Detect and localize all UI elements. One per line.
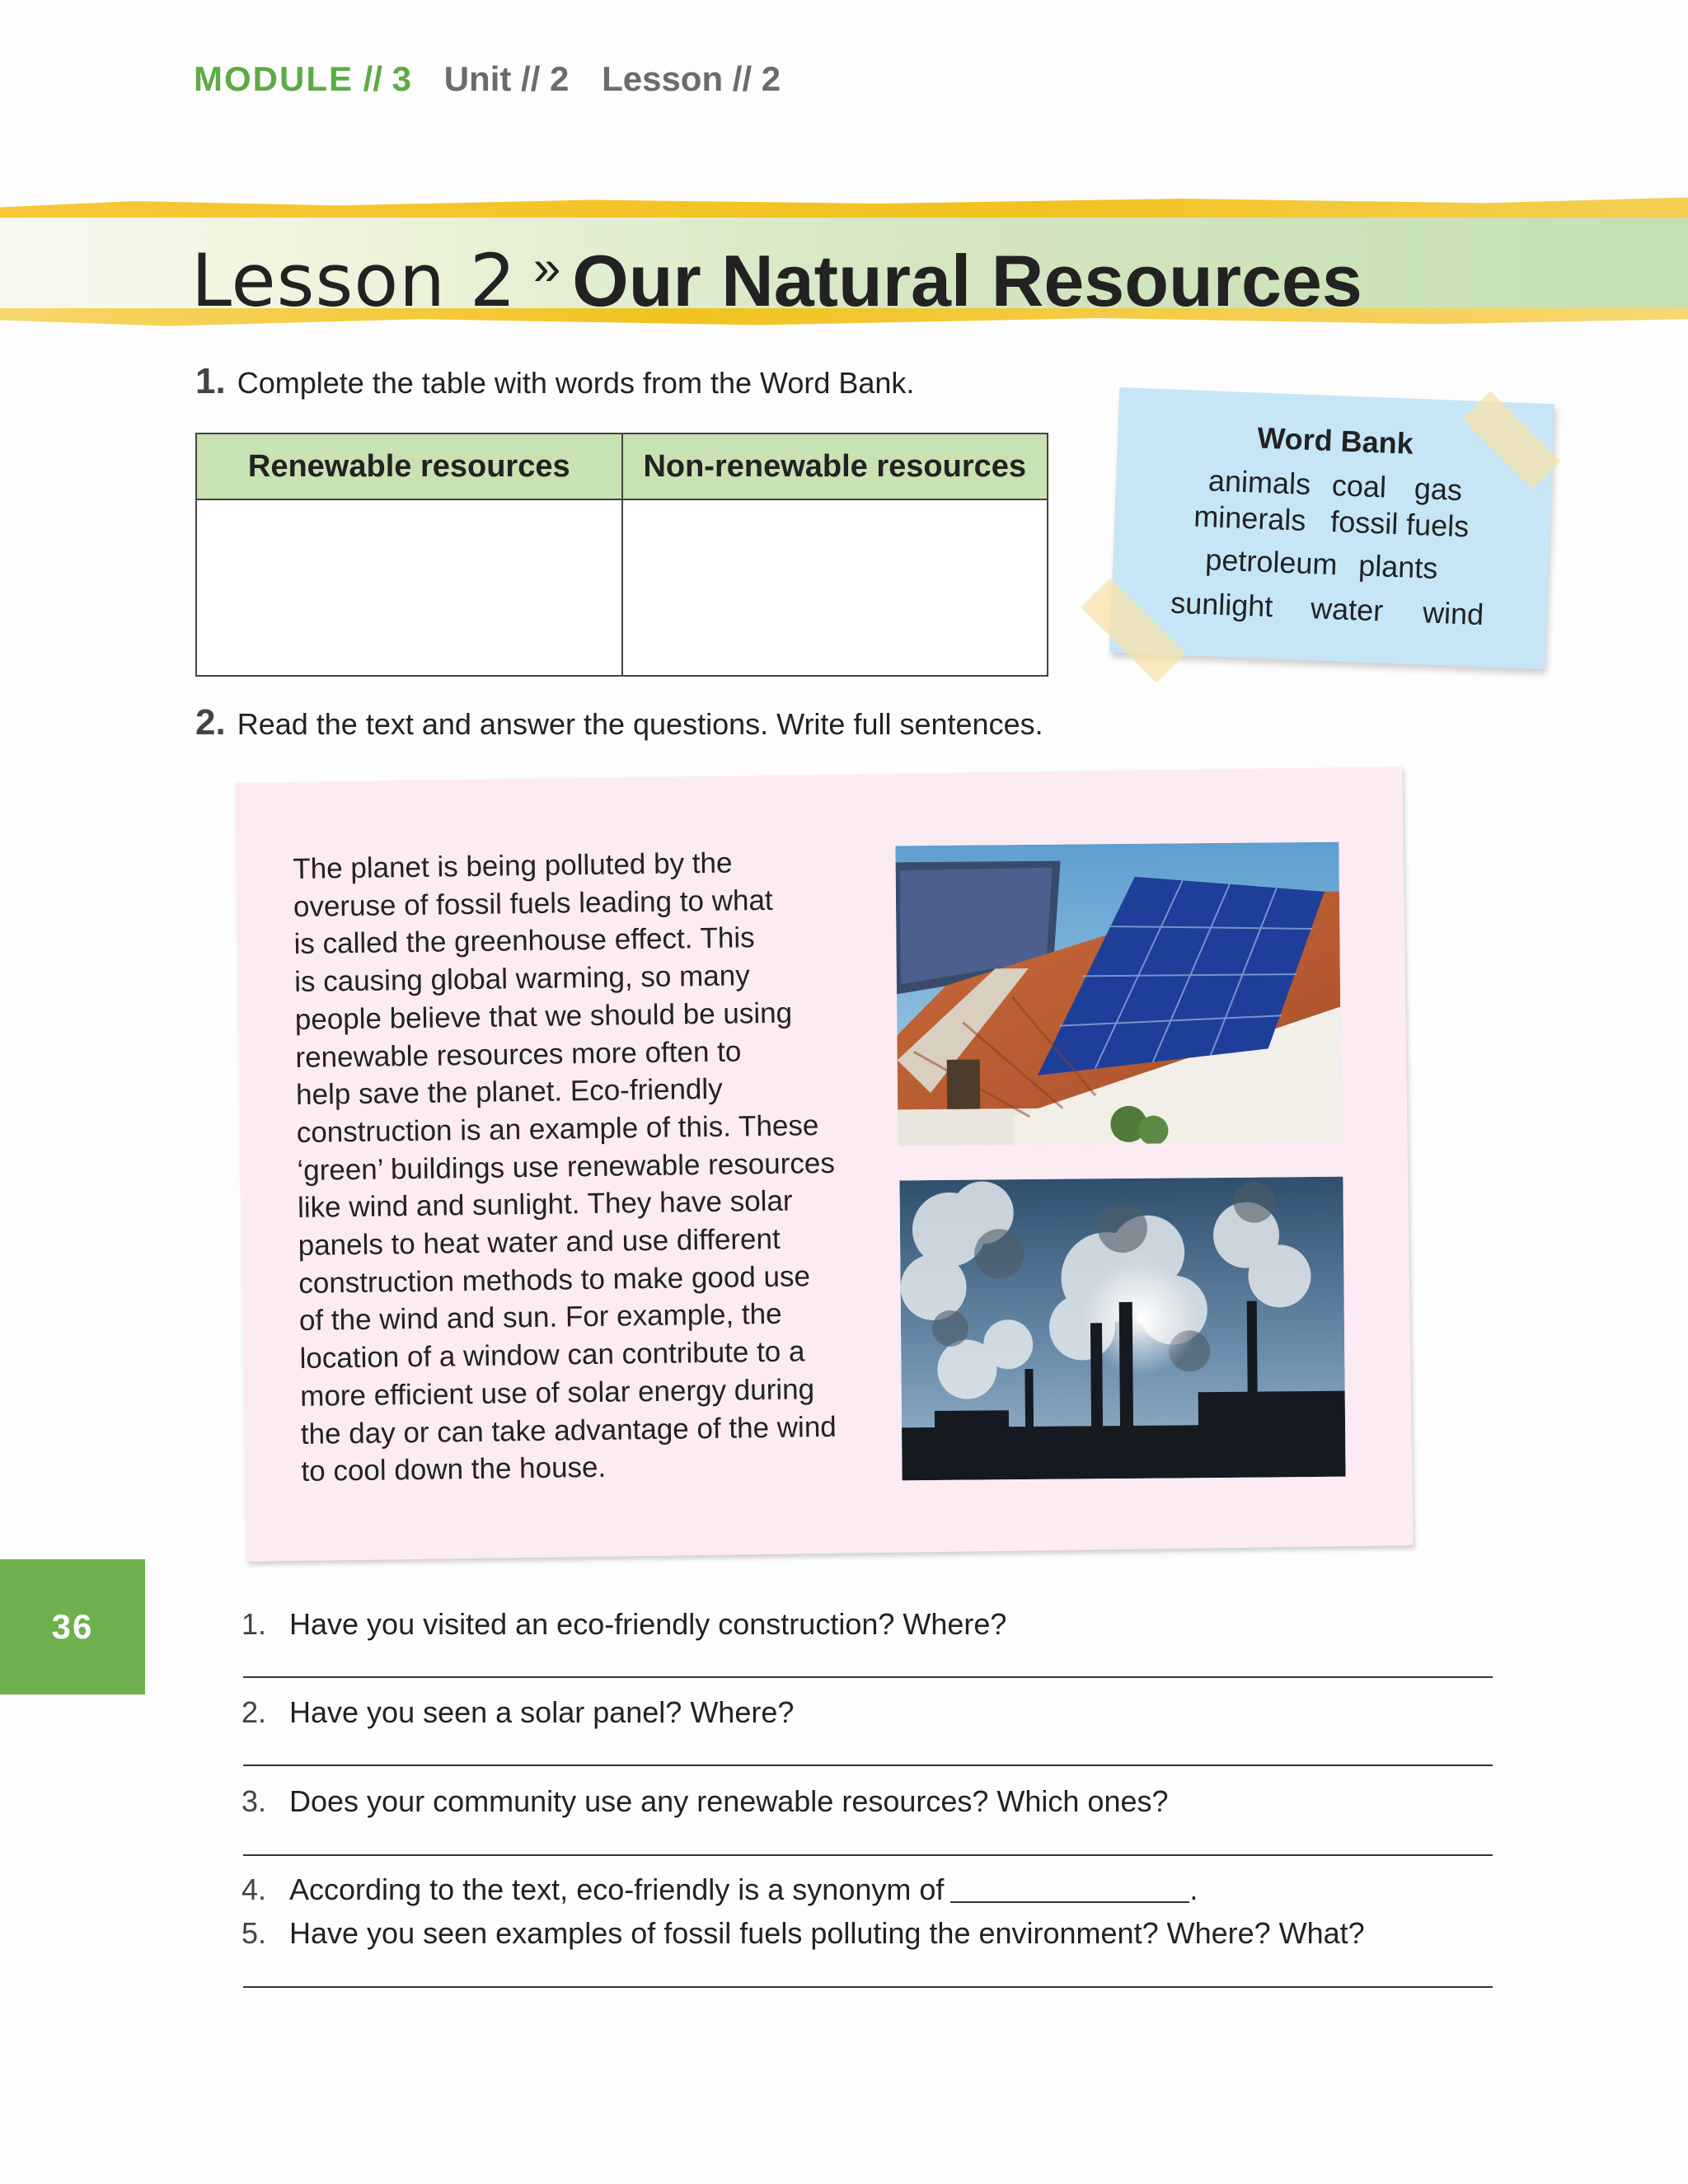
smokestacks-photo xyxy=(899,1177,1345,1481)
module-number: // 3 xyxy=(363,59,412,98)
question-5 xyxy=(241,1916,1365,1951)
page-number-tab xyxy=(0,1559,145,1694)
question-2 xyxy=(241,1695,794,1730)
title-arrow: » xyxy=(532,240,561,295)
instruction-text: Read the text and answer the questions. Write full sentences. xyxy=(237,707,1043,741)
module-label: MODULE xyxy=(194,59,354,98)
text-line: construction is an example of this. These xyxy=(296,1109,819,1149)
word-bank-word: water xyxy=(1310,591,1385,628)
text-line: renewable resources more often to xyxy=(295,1034,742,1074)
fill-in-blank[interactable] xyxy=(950,1878,1189,1903)
answer-line-1[interactable] xyxy=(243,1676,1493,1678)
question-number: 4. xyxy=(241,1872,267,1906)
question-3 xyxy=(241,1784,1169,1819)
text-line: help save the planet. Eco-friendly xyxy=(295,1072,723,1112)
reading-text xyxy=(293,843,862,1491)
exercise-number: 1. xyxy=(195,361,226,401)
renewable-answer-cell[interactable] xyxy=(196,499,622,676)
exercise-1-instruction xyxy=(195,361,914,402)
text-line: the day or can take advantage of the wind xyxy=(300,1410,837,1451)
word-bank-word: gas xyxy=(1414,471,1463,508)
text-line: is causing global warming, so many xyxy=(293,959,750,999)
lesson-number: Lesson 2 xyxy=(191,238,517,323)
word-bank-word: wind xyxy=(1422,595,1484,632)
text-line: people believe that we should be using xyxy=(294,996,793,1036)
question-1 xyxy=(241,1607,1006,1642)
text-line: location of a window can contribute to a xyxy=(299,1335,805,1376)
word-bank-word: plants xyxy=(1357,548,1439,585)
text-line: panels to heat water and use different xyxy=(298,1222,781,1262)
question-text: Does your community use any renewable resources? Which ones? xyxy=(289,1784,1169,1818)
question-text: Have you seen a solar panel? Where? xyxy=(289,1695,795,1729)
word-bank-word: fossil fuels xyxy=(1329,504,1470,544)
page-title xyxy=(191,223,1362,326)
exercise-2-instruction xyxy=(195,702,1043,743)
question-number: 2. xyxy=(241,1695,267,1729)
question-suffix: . xyxy=(1189,1872,1198,1906)
text-line: more efficient use of solar energy during xyxy=(299,1373,815,1413)
text-line: ‘green’ buildings use renewable resources xyxy=(297,1146,836,1187)
text-line: to cool down the house. xyxy=(301,1451,607,1488)
text-line: The planet is being polluted by the xyxy=(293,846,733,885)
answer-line-3[interactable] xyxy=(243,1854,1493,1856)
text-line: overuse of fossil fuels leading to what xyxy=(293,883,773,923)
question-number: 1. xyxy=(241,1607,267,1641)
answer-line-5[interactable] xyxy=(243,1986,1493,1988)
question-number: 5. xyxy=(241,1916,267,1950)
lesson-title: Our Natural Resources xyxy=(572,240,1362,321)
exercise-number: 2. xyxy=(195,702,226,743)
word-bank-word: petroleum xyxy=(1204,542,1339,582)
question-4 xyxy=(241,1872,1198,1907)
page-number: 36 xyxy=(51,1607,94,1646)
text-line: like wind and sunlight. They have solar xyxy=(297,1184,793,1225)
word-bank-title: Word Bank xyxy=(1256,420,1414,461)
question-text: According to the text, eco-friendly is a synonym of xyxy=(289,1872,945,1906)
non-renewable-answer-cell[interactable] xyxy=(622,499,1048,676)
text-line: is called the greenhouse effect. This xyxy=(293,921,755,961)
solar-panel-photo xyxy=(895,842,1341,1146)
question-text: Have you seen examples of fossil fuels polluting the environment? Where? What? xyxy=(289,1916,1365,1950)
text-line: of the wind and sun. For example, the xyxy=(298,1298,782,1338)
text-line: construction methods to make good use xyxy=(298,1260,811,1300)
word-bank-word: sunlight xyxy=(1170,585,1274,624)
column-header-renewable: Renewable resources xyxy=(196,434,622,499)
column-header-non-renewable: Non-renewable resources xyxy=(622,434,1048,499)
question-number: 3. xyxy=(241,1784,267,1818)
word-bank-word: minerals xyxy=(1193,499,1307,537)
word-bank-word: animals xyxy=(1207,463,1311,501)
unit-label: Unit // 2 xyxy=(443,59,570,98)
answer-line-2[interactable] xyxy=(243,1765,1493,1766)
question-text: Have you visited an eco-friendly construction? Where? xyxy=(289,1607,1007,1641)
instruction-text: Complete the table with words from the Word Bank. xyxy=(237,366,915,400)
lesson-label: Lesson // 2 xyxy=(602,59,781,98)
resources-table xyxy=(195,433,1048,677)
word-bank-word: coal xyxy=(1331,467,1387,504)
breadcrumb xyxy=(194,59,781,99)
